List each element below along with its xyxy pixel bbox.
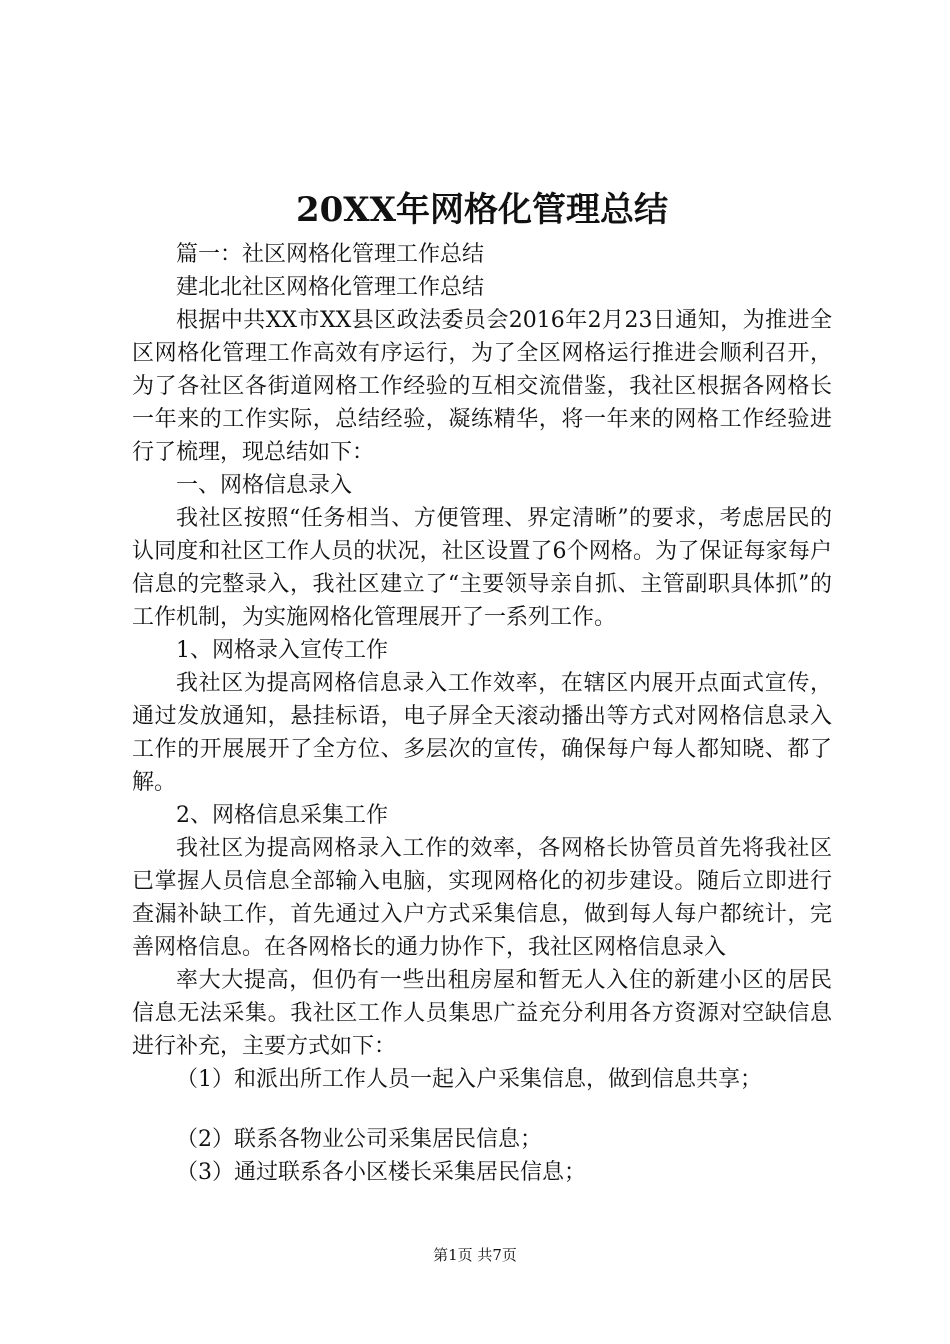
heading-info-collection: 2、网格信息采集工作	[176, 803, 388, 828]
paragraph-grid-setup: 我社区按照“任务相当、方便管理、界定清晰”的要求，考虑居民的认同度和社区工作人员的状况，社区设置了6个网格。为了保证每家每户信息的完整录入，我社区建立了“主要领导亲自抓、主管副职具体抓”的工作机制，为实施网格化管理展开了一系列工作。	[132, 506, 832, 630]
spacer	[132, 1096, 832, 1123]
paragraph-intro: 根据中共XX市XX县区政法委员会2016年2月23日通知，为推进全区网格化管理工作高效有序运行，为了全区网格运行推进会顺利召开，为了各社区各街道网格工作经验的互相交流借鉴，我社区根据各网格长一年来的工作实际，总结经验，凝练精华，将一年来的网格工作经验进行了梳理，现总结如下：	[132, 308, 832, 465]
page-footer: 第1页 共7页	[433, 1246, 517, 1264]
paragraph-info-collection: 我社区为提高网格录入工作的效率，各网格长协管员首先将我社区已掌握人员信息全部输入电脑，实现网格化的初步建设。随后立即进行查漏补缺工作，首先通过入户方式采集信息，做到每人每户都统计，完善网格信息。在各网格长的通力协作下，我社区网格信息录入	[132, 836, 832, 960]
paragraph-subtitle: 建北北社区网格化管理工作总结	[176, 275, 485, 300]
paragraph-publicity: 我社区为提高网格信息录入工作效率，在辖区内展开点面式宣传，通过发放通知，悬挂标语，电子屏全天滚动播出等方式对网格信息录入工作的开展展开了全方位、多层次的宣传，确保每户每人都知晓、都了解。	[132, 671, 832, 795]
paragraph-section-heading: 篇一：社区网格化管理工作总结	[176, 242, 485, 267]
list-item-3: （3）通过联系各小区楼长采集居民信息；	[176, 1160, 586, 1185]
document-title: 20XX年网格化管理总结	[295, 190, 669, 230]
list-item-2: （2）联系各物业公司采集居民信息；	[176, 1127, 542, 1152]
heading-publicity-work: 1、网格录入宣传工作	[176, 638, 388, 663]
document-body	[132, 188, 832, 1189]
paragraph-supplement: 率大大提高，但仍有一些出租房屋和暂无人入住的新建小区的居民信息无法采集。我社区工作人员集思广益充分利用各方资源对空缺信息进行补充，主要方式如下：	[132, 968, 832, 1059]
list-item-1: （1）和派出所工作人员一起入户采集信息，做到信息共享；	[176, 1067, 762, 1092]
heading-grid-info-entry: 一、网格信息录入	[176, 473, 353, 498]
